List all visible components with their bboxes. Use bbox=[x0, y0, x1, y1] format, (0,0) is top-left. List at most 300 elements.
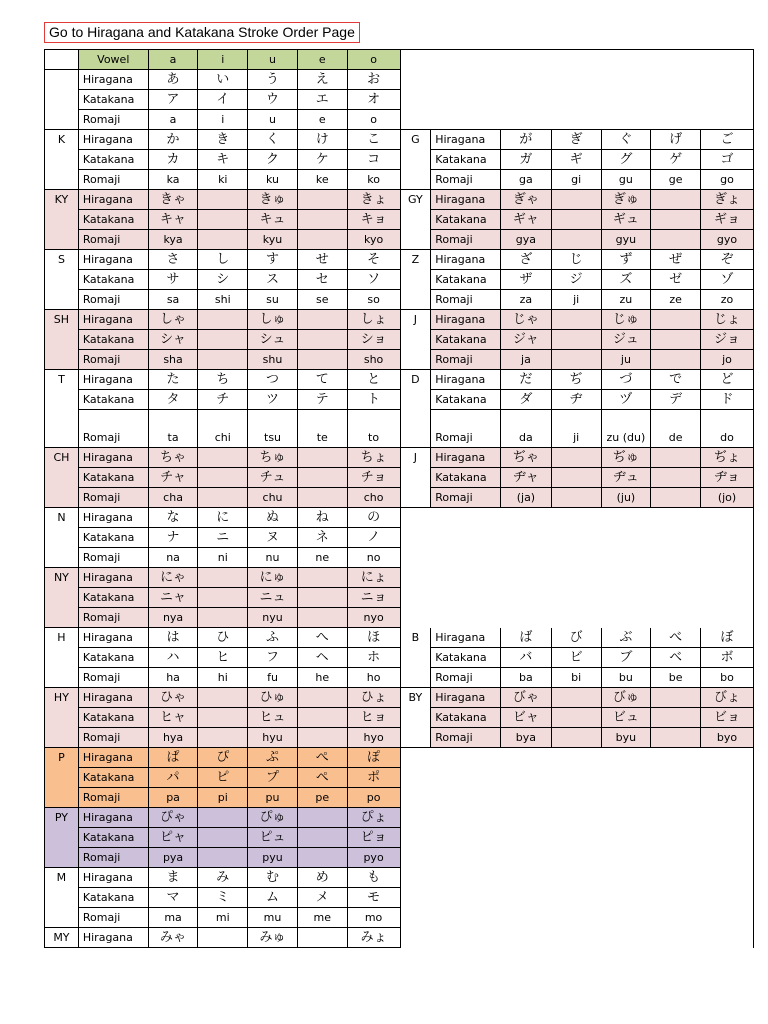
kana-cell: ジ bbox=[551, 270, 601, 290]
kana-cell: ho bbox=[347, 668, 400, 688]
table-row bbox=[45, 728, 754, 748]
table-row bbox=[45, 310, 754, 330]
kana-cell: sa bbox=[148, 290, 198, 310]
kana-cell: も bbox=[347, 868, 400, 888]
kana-cell: ト bbox=[347, 390, 400, 410]
group-label: T bbox=[45, 370, 79, 448]
kana-cell: モ bbox=[347, 888, 400, 908]
kana-cell: パ bbox=[148, 768, 198, 788]
kana-cell: じ bbox=[551, 250, 601, 270]
kana-cell: じょ bbox=[701, 310, 754, 330]
kana-cell: ば bbox=[501, 628, 552, 648]
kana-cell: ガ bbox=[501, 150, 552, 170]
row-label: Romaji bbox=[431, 728, 501, 748]
kana-cell: go bbox=[701, 170, 754, 190]
kana-cell: ぢゅ bbox=[601, 448, 651, 468]
kana-cell: ヒョ bbox=[347, 708, 400, 728]
kana-cell: ビョ bbox=[701, 708, 754, 728]
row-label: Hiragana bbox=[78, 808, 148, 828]
kana-cell: く bbox=[248, 130, 298, 150]
kana-cell: しゃ bbox=[148, 310, 198, 330]
kana-cell bbox=[651, 488, 701, 508]
row-label: Hiragana bbox=[78, 928, 148, 948]
kana-cell: ネ bbox=[297, 528, 347, 548]
table-row bbox=[45, 350, 754, 370]
kana-cell: きゅ bbox=[248, 190, 298, 210]
kana-cell: メ bbox=[297, 888, 347, 908]
kana-cell bbox=[551, 708, 601, 728]
kana-cell: mo bbox=[347, 908, 400, 928]
kana-cell bbox=[198, 350, 248, 370]
row-label: Katakana bbox=[78, 330, 148, 350]
kana-cell: na bbox=[148, 548, 198, 568]
kana-cell: ちょ bbox=[347, 448, 400, 468]
kana-cell: サ bbox=[148, 270, 198, 290]
kana-cell: ザ bbox=[501, 270, 552, 290]
kana-cell: a bbox=[148, 110, 198, 130]
group-label: J bbox=[400, 310, 431, 370]
kana-cell: nyo bbox=[347, 608, 400, 628]
kana-cell: ぢゃ bbox=[501, 448, 552, 468]
kana-cell: ぴょ bbox=[347, 808, 400, 828]
row-label: Hiragana bbox=[431, 310, 501, 330]
kana-cell: にゅ bbox=[248, 568, 298, 588]
kana-cell: u bbox=[248, 110, 298, 130]
kana-cell: の bbox=[347, 508, 400, 528]
kana-cell: se bbox=[297, 290, 347, 310]
kana-cell: ぞ bbox=[701, 250, 754, 270]
kana-cell: kyu bbox=[248, 230, 298, 250]
kana-cell: ピョ bbox=[347, 828, 400, 848]
row-label: Hiragana bbox=[78, 70, 148, 90]
kana-chart-body bbox=[45, 50, 754, 948]
row-label: Katakana bbox=[431, 210, 501, 230]
kana-cell: で bbox=[651, 370, 701, 390]
group-label: MY bbox=[45, 928, 79, 948]
row-label: Hiragana bbox=[78, 628, 148, 648]
kana-cell: pyo bbox=[347, 848, 400, 868]
kana-cell: ビャ bbox=[501, 708, 552, 728]
kana-cell: mu bbox=[248, 908, 298, 928]
group-label: M bbox=[45, 868, 79, 928]
kana-cell: zu bbox=[601, 290, 651, 310]
kana-cell bbox=[297, 330, 347, 350]
empty-area bbox=[400, 70, 753, 130]
kana-cell: た bbox=[148, 370, 198, 390]
kana-cell: い bbox=[198, 70, 248, 90]
kana-cell: ヂュ bbox=[601, 468, 651, 488]
table-row bbox=[45, 370, 754, 390]
table-row bbox=[45, 190, 754, 210]
kana-cell: ジャ bbox=[501, 330, 552, 350]
group-label: S bbox=[45, 250, 79, 310]
kana-cell: つ bbox=[248, 370, 298, 390]
row-label: Romaji bbox=[78, 290, 148, 310]
kana-cell: コ bbox=[347, 150, 400, 170]
kana-cell bbox=[297, 688, 347, 708]
kana-cell: ちゃ bbox=[148, 448, 198, 468]
group-label: CH bbox=[45, 448, 79, 508]
kana-cell: あ bbox=[148, 70, 198, 90]
kana-cell: ki bbox=[198, 170, 248, 190]
kana-cell: さ bbox=[148, 250, 198, 270]
kana-cell: ぢ bbox=[551, 370, 601, 390]
kana-cell: ギュ bbox=[601, 210, 651, 230]
kana-cell bbox=[198, 708, 248, 728]
kana-cell: kya bbox=[148, 230, 198, 250]
kana-cell: gyo bbox=[701, 230, 754, 250]
header-vowel-label: Vowel bbox=[78, 50, 148, 70]
kana-cell bbox=[297, 928, 347, 948]
kana-cell: エ bbox=[297, 90, 347, 110]
kana-cell: グ bbox=[601, 150, 651, 170]
row-label: Katakana bbox=[431, 468, 501, 488]
kana-cell: チョ bbox=[347, 468, 400, 488]
kana-cell: ぶ bbox=[601, 628, 651, 648]
kana-chart-table bbox=[44, 49, 754, 948]
table-row bbox=[45, 410, 754, 448]
kana-cell: め bbox=[297, 868, 347, 888]
kana-cell: ド bbox=[701, 390, 754, 410]
table-row bbox=[45, 568, 754, 588]
kana-cell: ちゅ bbox=[248, 448, 298, 468]
kana-cell bbox=[297, 828, 347, 848]
kana-cell: ベ bbox=[651, 648, 701, 668]
kana-cell: フ bbox=[248, 648, 298, 668]
kana-cell: チュ bbox=[248, 468, 298, 488]
header-right-blank bbox=[400, 50, 753, 70]
row-label: Hiragana bbox=[431, 190, 501, 210]
kana-cell: kyo bbox=[347, 230, 400, 250]
kana-cell bbox=[198, 448, 248, 468]
kana-cell: gu bbox=[601, 170, 651, 190]
row-label: Romaji bbox=[78, 848, 148, 868]
kana-cell bbox=[198, 330, 248, 350]
table-row bbox=[45, 648, 754, 668]
kana-cell: so bbox=[347, 290, 400, 310]
kana-cell bbox=[297, 190, 347, 210]
kana-cell: ぴ bbox=[198, 748, 248, 768]
kana-cell: ぎゃ bbox=[501, 190, 552, 210]
kana-cell: gyu bbox=[601, 230, 651, 250]
kana-cell bbox=[651, 210, 701, 230]
kana-cell: byu bbox=[601, 728, 651, 748]
kana-cell: ウ bbox=[248, 90, 298, 110]
kana-cell: ズ bbox=[601, 270, 651, 290]
row-label: Romaji bbox=[78, 488, 148, 508]
kana-cell: ひょ bbox=[347, 688, 400, 708]
kana-cell: hyu bbox=[248, 728, 298, 748]
kana-cell: ha bbox=[148, 668, 198, 688]
kana-cell: タ bbox=[148, 390, 198, 410]
table-row bbox=[45, 390, 754, 410]
kana-cell bbox=[551, 190, 601, 210]
row-label: Romaji bbox=[78, 170, 148, 190]
kana-cell: cha bbox=[148, 488, 198, 508]
kana-cell bbox=[551, 330, 601, 350]
kana-cell: ji bbox=[551, 290, 601, 310]
group-label: B bbox=[400, 628, 431, 688]
kana-cell: キョ bbox=[347, 210, 400, 230]
kana-cell: hyo bbox=[347, 728, 400, 748]
kana-cell: ひ bbox=[198, 628, 248, 648]
table-row bbox=[45, 748, 754, 768]
kana-cell: ヘ bbox=[297, 648, 347, 668]
kana-cell: ム bbox=[248, 888, 298, 908]
kana-cell: む bbox=[248, 868, 298, 888]
group-label: BY bbox=[400, 688, 431, 748]
kana-cell: ga bbox=[501, 170, 552, 190]
kana-cell: ポ bbox=[347, 768, 400, 788]
kana-cell: し bbox=[198, 250, 248, 270]
row-label: Katakana bbox=[78, 768, 148, 788]
kana-cell: tsu bbox=[248, 410, 298, 448]
kana-cell: しょ bbox=[347, 310, 400, 330]
row-label: Hiragana bbox=[78, 508, 148, 528]
kana-cell bbox=[198, 310, 248, 330]
row-label: Katakana bbox=[78, 390, 148, 410]
kana-cell bbox=[198, 568, 248, 588]
kana-cell: chi bbox=[198, 410, 248, 448]
kana-cell: da bbox=[501, 410, 552, 448]
kana-cell: ミ bbox=[198, 888, 248, 908]
kana-cell: ビュ bbox=[601, 708, 651, 728]
row-label: Romaji bbox=[78, 410, 148, 448]
kana-cell: ず bbox=[601, 250, 651, 270]
kana-cell: o bbox=[347, 110, 400, 130]
kana-cell: き bbox=[198, 130, 248, 150]
kana-cell bbox=[651, 468, 701, 488]
row-label: Katakana bbox=[431, 708, 501, 728]
kana-cell: べ bbox=[651, 628, 701, 648]
group-label: P bbox=[45, 748, 79, 808]
kana-cell: su bbox=[248, 290, 298, 310]
kana-cell: shu bbox=[248, 350, 298, 370]
kana-cell: bo bbox=[701, 668, 754, 688]
kana-cell bbox=[297, 568, 347, 588]
table-row bbox=[45, 70, 754, 90]
row-label: Hiragana bbox=[78, 190, 148, 210]
table-row bbox=[45, 210, 754, 230]
kana-cell: ギョ bbox=[701, 210, 754, 230]
row-label: Hiragana bbox=[78, 130, 148, 150]
group-label: HY bbox=[45, 688, 79, 748]
header-vowel-col: o bbox=[347, 50, 400, 70]
header-vowel-col: a bbox=[148, 50, 198, 70]
row-label: Hiragana bbox=[431, 370, 501, 390]
row-label: Hiragana bbox=[78, 310, 148, 330]
row-label: Hiragana bbox=[78, 688, 148, 708]
row-label: Hiragana bbox=[78, 748, 148, 768]
kana-cell: ぽ bbox=[347, 748, 400, 768]
header-row bbox=[45, 50, 754, 70]
stroke-order-link[interactable]: Go to Hiragana and Katakana Stroke Order Page bbox=[44, 22, 360, 43]
kana-cell: バ bbox=[501, 648, 552, 668]
kana-cell: チャ bbox=[148, 468, 198, 488]
kana-cell: びょ bbox=[701, 688, 754, 708]
kana-cell: be bbox=[651, 668, 701, 688]
empty-area bbox=[400, 748, 753, 808]
kana-cell: キャ bbox=[148, 210, 198, 230]
row-label: Romaji bbox=[78, 608, 148, 628]
kana-cell: hya bbox=[148, 728, 198, 748]
row-label: Hiragana bbox=[78, 250, 148, 270]
kana-cell: ギ bbox=[551, 150, 601, 170]
kana-cell: テ bbox=[297, 390, 347, 410]
kana-cell: せ bbox=[297, 250, 347, 270]
kana-cell: gi bbox=[551, 170, 601, 190]
row-label: Katakana bbox=[78, 210, 148, 230]
row-label: Katakana bbox=[431, 648, 501, 668]
kana-cell: ヅ bbox=[601, 390, 651, 410]
kana-cell: は bbox=[148, 628, 198, 648]
kana-cell bbox=[651, 708, 701, 728]
row-label: Katakana bbox=[78, 528, 148, 548]
kana-cell: きょ bbox=[347, 190, 400, 210]
kana-cell bbox=[297, 230, 347, 250]
kana-cell: ヌ bbox=[248, 528, 298, 548]
kana-cell: ぼ bbox=[701, 628, 754, 648]
kana-cell bbox=[198, 728, 248, 748]
table-row bbox=[45, 230, 754, 250]
kana-cell: デ bbox=[651, 390, 701, 410]
kana-cell bbox=[651, 448, 701, 468]
kana-cell: プ bbox=[248, 768, 298, 788]
kana-cell: じゃ bbox=[501, 310, 552, 330]
group-label: PY bbox=[45, 808, 79, 868]
row-label: Romaji bbox=[78, 548, 148, 568]
kana-cell: じゅ bbox=[601, 310, 651, 330]
group-label: N bbox=[45, 508, 79, 568]
kana-cell: pe bbox=[297, 788, 347, 808]
kana-cell: みょ bbox=[347, 928, 400, 948]
kana-cell: チ bbox=[198, 390, 248, 410]
kana-cell bbox=[551, 310, 601, 330]
kana-cell: み bbox=[198, 868, 248, 888]
kana-cell: ギャ bbox=[501, 210, 552, 230]
kana-cell: bi bbox=[551, 668, 601, 688]
group-label: SH bbox=[45, 310, 79, 370]
kana-cell bbox=[297, 808, 347, 828]
kana-cell bbox=[551, 230, 601, 250]
kana-cell: pyu bbox=[248, 848, 298, 868]
row-label: Romaji bbox=[78, 230, 148, 250]
kana-cell bbox=[297, 488, 347, 508]
kana-cell: そ bbox=[347, 250, 400, 270]
group-label: K bbox=[45, 130, 79, 190]
kana-cell: ピャ bbox=[148, 828, 198, 848]
kana-cell: ヂャ bbox=[501, 468, 552, 488]
kana-cell: ツ bbox=[248, 390, 298, 410]
kana-cell: ヂ bbox=[551, 390, 601, 410]
kana-cell: マ bbox=[148, 888, 198, 908]
kana-cell: ピュ bbox=[248, 828, 298, 848]
kana-cell: bu bbox=[601, 668, 651, 688]
kana-cell: ぴゃ bbox=[148, 808, 198, 828]
kana-cell: みゅ bbox=[248, 928, 298, 948]
kana-cell bbox=[297, 210, 347, 230]
kana-cell: ni bbox=[198, 548, 248, 568]
row-label: Romaji bbox=[78, 908, 148, 928]
kana-cell: za bbox=[501, 290, 552, 310]
kana-cell bbox=[198, 808, 248, 828]
kana-cell: キュ bbox=[248, 210, 298, 230]
kana-cell: ハ bbox=[148, 648, 198, 668]
kana-cell: ka bbox=[148, 170, 198, 190]
row-label: Katakana bbox=[78, 468, 148, 488]
kana-cell: ま bbox=[148, 868, 198, 888]
kana-cell: と bbox=[347, 370, 400, 390]
kana-cell: gya bbox=[501, 230, 552, 250]
kana-cell: cho bbox=[347, 488, 400, 508]
kana-cell: me bbox=[297, 908, 347, 928]
kana-cell: mi bbox=[198, 908, 248, 928]
kana-cell bbox=[551, 488, 601, 508]
row-label: Hiragana bbox=[78, 448, 148, 468]
kana-cell bbox=[297, 448, 347, 468]
header-vowel-col: i bbox=[198, 50, 248, 70]
kana-cell: ビ bbox=[551, 648, 601, 668]
kana-cell: chu bbox=[248, 488, 298, 508]
kana-cell: イ bbox=[198, 90, 248, 110]
kana-cell: シュ bbox=[248, 330, 298, 350]
kana-cell: (jo) bbox=[701, 488, 754, 508]
kana-cell: nu bbox=[248, 548, 298, 568]
kana-cell bbox=[297, 728, 347, 748]
row-label: Romaji bbox=[78, 110, 148, 130]
kana-cell: へ bbox=[297, 628, 347, 648]
kana-cell: び bbox=[551, 628, 601, 648]
table-row bbox=[45, 688, 754, 708]
kana-cell: に bbox=[198, 508, 248, 528]
row-label: Katakana bbox=[78, 648, 148, 668]
row-label: Hiragana bbox=[431, 448, 501, 468]
kana-cell: な bbox=[148, 508, 198, 528]
kana-cell: nyu bbox=[248, 608, 298, 628]
empty-area bbox=[400, 868, 753, 928]
row-label: Romaji bbox=[78, 668, 148, 688]
kana-cell bbox=[198, 468, 248, 488]
empty-area bbox=[400, 928, 753, 948]
kana-cell: にゃ bbox=[148, 568, 198, 588]
kana-cell: ヒュ bbox=[248, 708, 298, 728]
kana-cell: ぎょ bbox=[701, 190, 754, 210]
kana-cell bbox=[297, 310, 347, 330]
kana-cell: ぴゅ bbox=[248, 808, 298, 828]
kana-cell: え bbox=[297, 70, 347, 90]
row-label: Romaji bbox=[431, 488, 501, 508]
kana-cell: i bbox=[198, 110, 248, 130]
kana-cell: ぺ bbox=[297, 748, 347, 768]
empty-area bbox=[400, 568, 753, 628]
kana-cell: no bbox=[347, 548, 400, 568]
row-label: Romaji bbox=[431, 290, 501, 310]
kana-cell: ヒャ bbox=[148, 708, 198, 728]
kana-cell bbox=[198, 230, 248, 250]
kana-cell: ス bbox=[248, 270, 298, 290]
kana-cell: ze bbox=[651, 290, 701, 310]
kana-cell: シャ bbox=[148, 330, 198, 350]
kana-cell: だ bbox=[501, 370, 552, 390]
kana-cell bbox=[551, 210, 601, 230]
kana-cell: びゅ bbox=[601, 688, 651, 708]
kana-cell: け bbox=[297, 130, 347, 150]
table-row bbox=[45, 270, 754, 290]
kana-cell: ta bbox=[148, 410, 198, 448]
kana-cell: ぎゅ bbox=[601, 190, 651, 210]
kana-cell: ゾ bbox=[701, 270, 754, 290]
kana-cell: ぎ bbox=[551, 130, 601, 150]
